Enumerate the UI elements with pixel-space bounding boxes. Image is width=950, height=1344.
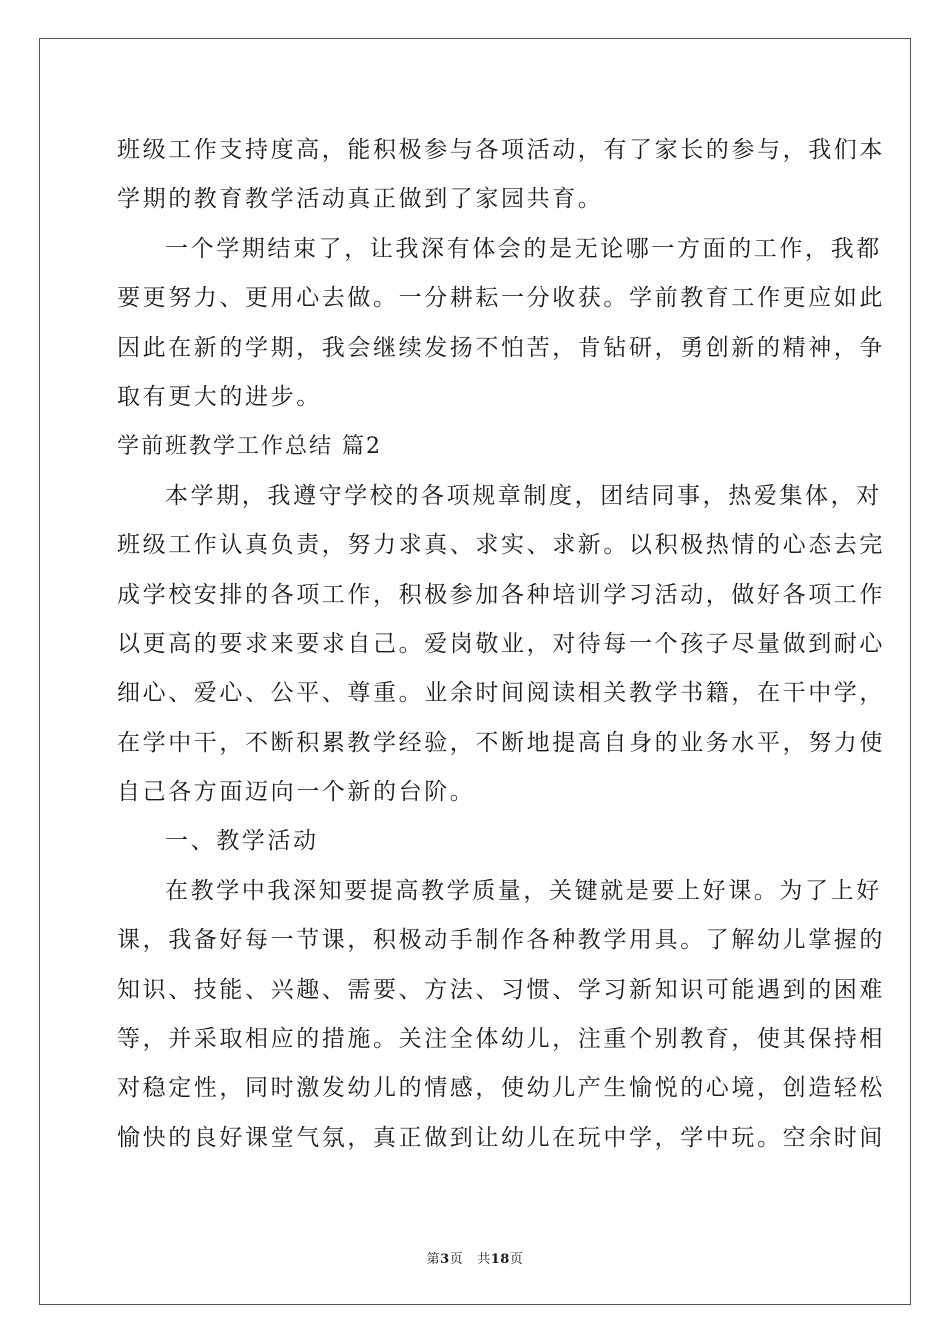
text-line: 班级工作支持度高，能积极参与各项活动，有了家长的参与，我们本: [117, 137, 885, 163]
text-line: 取有更大的进步。: [117, 383, 322, 410]
text-line: 细心、爱心、公平、尊重。业余时间阅读相关教学书籍，在干中学，: [117, 680, 885, 707]
section-heading: 学前班教学工作总结 篇2: [117, 434, 382, 460]
text-line: 以更高的要求来要求自己。爱岗敬业，对待每一个孩子尽量做到耐心: [117, 630, 885, 657]
text-line: 学期的教育教学活动真正做到了家园共育。: [117, 186, 604, 213]
text-line: 本学期，我遵守学校的各项规章制度，团结同事，热爱集体，对: [165, 482, 882, 509]
document-body: [117, 126, 885, 1163]
footer-total-suffix: 页: [509, 1252, 524, 1267]
footer-page-number: 3: [440, 1252, 450, 1267]
text-line: 因此在新的学期，我会继续发扬不怕苦，肯钻研，勇创新的精神，争: [117, 334, 885, 361]
footer-total-prefix: 共: [477, 1252, 491, 1267]
footer-page-prefix: 第: [426, 1252, 441, 1267]
page-footer: [0, 1248, 950, 1267]
text-line: 一个学期结束了，让我深有体会的是无论哪一方面的工作，我都: [165, 235, 882, 262]
text-line: 知识、技能、兴趣、需要、方法、习惯、学习新知识可能遇到的困难: [117, 976, 885, 1003]
text-line: 要更努力、更用心去做。一分耕耘一分收获。学前教育工作更应如此: [117, 285, 885, 312]
text-line: 一、教学活动: [165, 828, 319, 855]
text-line: 班级工作认真负责，努力求真、求实、求新。以积极热情的心态去完: [117, 532, 885, 559]
text-line: 自己各方面迈向一个新的台阶。: [117, 779, 476, 806]
text-line: 成学校安排的各项工作，积极参加各种培训学习活动，做好各项工作: [117, 581, 885, 608]
text-line: 在教学中我深知要提高教学质量，关键就是要上好课。为了上好: [165, 877, 882, 904]
text-line: 愉快的良好课堂气氛，真正做到让幼儿在玩中学，学中玩。空余时间: [117, 1124, 885, 1151]
text-line: 对稳定性，同时激发幼儿的情感，使幼儿产生愉悦的心境，创造轻松: [117, 1075, 885, 1102]
text-line: 等，并采取相应的措施。关注全体幼儿，注重个别教育，使其保持相: [117, 1026, 885, 1053]
text-line: 课，我备好每一节课，积极动手制作各种教学用具。了解幼儿掌握的: [117, 927, 885, 954]
footer-page-suffix: 页: [449, 1252, 464, 1267]
footer-total-pages: 18: [490, 1252, 510, 1267]
text-line: 在学中干，不断积累教学经验，不断地提高自身的业务水平，努力使: [117, 729, 885, 756]
